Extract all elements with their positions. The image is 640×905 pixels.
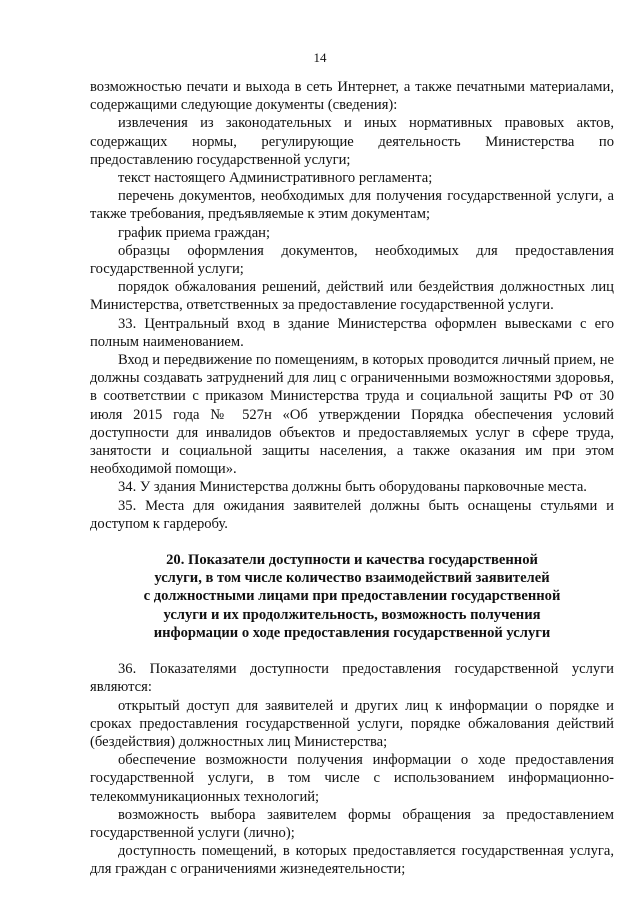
paragraph: 35. Места для ожидания заявителей должны быть оснащены стульями и доступом к гардеробу. [90, 497, 614, 532]
paragraph: Вход и передвижение по помещениям, в которых проводится личный прием, не должны создавать затруднений для лиц с ограниченными возможностями здоровья, в соответствии с приказом Министерства труда и социальной защиты РФ от 30 июля 2015 года № 527н «Об утверждении Порядка обеспечения условий доступности для инвалидов объектов и предоставляемых услуг в сфере труда, занятости и социальной защиты населения, а также оказания им при этом необходимой помощи». [90, 352, 614, 478]
paragraph: порядок обжалования решений, действий или бездействия должностных лиц Министерства, ответственных за предоставление государственной услуги. [90, 279, 614, 314]
page-number: 14 [313, 50, 327, 65]
paragraph: текст настоящего Административного регламента; [118, 170, 433, 187]
paragraph: 36. Показателями доступности предоставления государственной услуги являются: [90, 661, 614, 696]
paragraph: возможностью печати и выхода в сеть Интернет, а также печатными материалами, содержащими следующие документы (сведения): [90, 79, 614, 114]
paragraph: 33. Центральный вход в здание Министерства оформлен вывесками с его полным наименованием. [90, 315, 614, 350]
paragraphs-before [90, 78, 614, 533]
paragraph: возможность выбора заявителем формы обращения за предоставлением государственной услуги (лично); [90, 806, 614, 841]
paragraph: 34. У здания Министерства должны быть оборудованы парковочные места. [118, 479, 587, 496]
heading-line: услуги и их продолжительность, возможность получения [163, 606, 541, 623]
paragraph: образцы оформления документов, необходимых для предоставления государственной услуги; [90, 242, 614, 278]
heading-line: информации о ходе предоставления государственной услуги [153, 624, 551, 641]
paragraph: перечень документов, необходимых для получения государственной услуги, а также требования, предъявляемые к этим документам; [90, 188, 614, 223]
paragraph: обеспечение возможности получения информации о ходе предоставления государственной услуги, в том числе с использованием информационно-телекоммуникационных технологий; [90, 752, 614, 805]
document-body [90, 78, 614, 879]
section-heading [90, 551, 614, 642]
heading-line: услуги, в том числе количество взаимодействий заявителей [154, 570, 550, 587]
heading-line: с должностными лицами при предоставлении государственной [143, 588, 561, 605]
paragraph: открытый доступ для заявителей и других лиц к информации о порядке и сроках предоставления государственной услуги, порядке обжалования действий (бездействия) должностных лиц Министерства; [90, 697, 614, 750]
paragraph: доступность помещений, в которых предоставляется государственная услуга, для граждан с ограничениями жизнедеятельности; [90, 843, 614, 878]
paragraph: извлечения из законодательных и иных нормативных правовых актов, содержащих нормы, регулирующие деятельность Министерства по предоставлению государственной услуги; [90, 115, 614, 168]
heading-line: 20. Показатели доступности и качества государственной [166, 552, 538, 569]
paragraph: график приема граждан; [118, 224, 271, 241]
paragraphs-after [90, 660, 614, 878]
